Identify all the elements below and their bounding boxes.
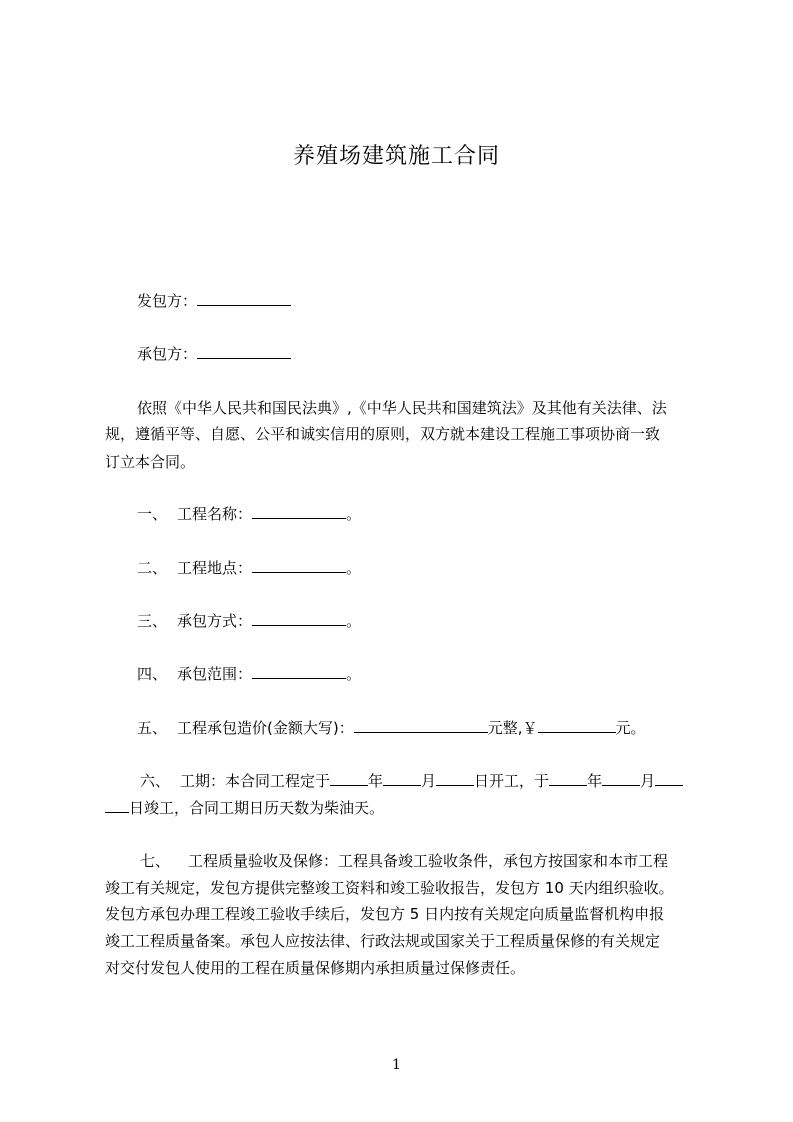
clause-text: 工期：本合同工程定于 xyxy=(180,772,331,790)
end-month-blank xyxy=(602,771,640,786)
intro-line-1: 依照《中华人民共和国民法典》,《中华人民共和国建筑法》及其他有关法律、法 xyxy=(137,399,667,417)
end-year-blank xyxy=(549,771,587,786)
amount-number-blank xyxy=(538,718,616,733)
clause-end: 。 xyxy=(346,665,362,683)
month-label-2: 月 xyxy=(640,772,656,790)
clause-1 xyxy=(137,504,361,524)
start-year-blank xyxy=(330,771,368,786)
clause-number: 三、 xyxy=(137,612,168,630)
clause-2 xyxy=(137,558,361,578)
year-label: 年 xyxy=(368,772,384,790)
clause-label: 承包方式： xyxy=(177,612,253,630)
clause-end: 。 xyxy=(346,612,362,630)
clause-6-line-1 xyxy=(140,771,683,791)
clause-blank xyxy=(252,558,346,573)
finish-text: 日竣工，合同工期日历天数为柴油天。 xyxy=(129,799,385,817)
party-a-label: 发包方： xyxy=(137,292,198,310)
clause-5 xyxy=(137,718,646,738)
clause-label: 工程名称： xyxy=(177,505,253,523)
clause-mid: 元整,￥ xyxy=(487,719,538,737)
clause-text: 工程质量验收及保修：工程具备竣工验收条件，承包方按国家和本市工程 xyxy=(188,852,669,870)
month-label: 月 xyxy=(421,772,437,790)
clause-blank xyxy=(252,664,346,679)
clause-label: 工程承包造价(金额大写)： xyxy=(177,719,354,737)
party-b-label: 承包方： xyxy=(137,345,198,363)
intro-line-2: 规，遵循平等、自愿、公平和诚实信用的原则，双方就本建设工程施工事项协商一致 xyxy=(105,425,661,443)
clause-3 xyxy=(137,611,361,631)
clause-end: 。 xyxy=(346,505,362,523)
end-day-blank-a xyxy=(655,771,683,786)
amount-words-blank xyxy=(354,718,488,733)
clause-number: 六、 xyxy=(140,772,171,790)
clause-end: 。 xyxy=(346,559,362,577)
clause-number: 四、 xyxy=(137,665,168,683)
clause-7-line-5: 对交付发包人使用的工程在质量保修期内承担质量过保修责任。 xyxy=(105,959,526,977)
clause-7-line-4: 竣工工程质量备案。承包人应按法律、行政法规或国家关于工程质量保修的有关规定 xyxy=(105,932,661,950)
clause-label: 工程地点： xyxy=(177,559,253,577)
start-month-blank xyxy=(383,771,421,786)
clause-blank xyxy=(252,611,346,626)
clause-number: 七、 xyxy=(140,852,171,870)
party-a-line xyxy=(137,291,291,311)
clause-label: 承包范围： xyxy=(177,665,253,683)
year-label-2: 年 xyxy=(587,772,603,790)
end-day-blank-b xyxy=(105,798,129,813)
clause-blank xyxy=(252,504,346,519)
clause-6-line-2 xyxy=(105,798,384,818)
clause-4 xyxy=(137,664,361,684)
party-a-blank xyxy=(197,291,291,306)
start-label: 日开工，于 xyxy=(474,772,550,790)
clause-number: 一、 xyxy=(137,505,168,523)
clause-7-line-3: 发包方承包办理工程竣工验收手续后，发包方 5 日内按有关规定向质量监督机构申报 xyxy=(105,905,665,923)
clause-number: 五、 xyxy=(137,719,168,737)
party-b-blank xyxy=(197,344,291,359)
intro-line-3: 订立本合同。 xyxy=(105,453,196,471)
page-title: 养殖场建筑施工合同 xyxy=(292,144,500,169)
clause-number: 二、 xyxy=(137,559,168,577)
clause-end: 元。 xyxy=(615,719,646,737)
start-day-blank xyxy=(436,771,474,786)
clause-7-line-1 xyxy=(140,851,668,871)
party-b-line xyxy=(137,344,291,364)
clause-7-line-2: 竣工有关规定，发包方提供完整竣工资料和竣工验收报告，发包方 10 天内组织验收。 xyxy=(105,879,674,897)
page-number: 1 xyxy=(392,1057,401,1073)
